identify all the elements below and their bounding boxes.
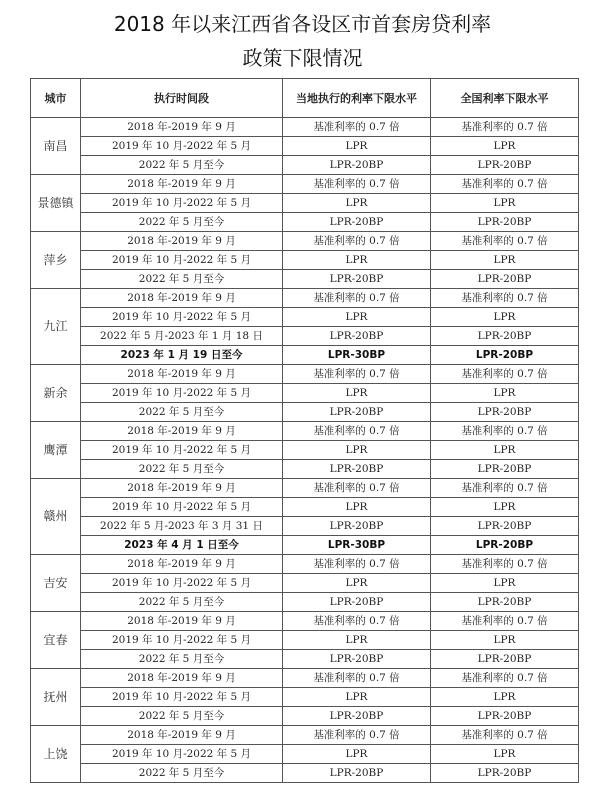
- national-rate-cell: 基准利率的 0.7 倍: [431, 422, 579, 441]
- national-rate-cell: LPR: [431, 384, 579, 403]
- city-cell: 吉安: [31, 555, 81, 612]
- table-row: [31, 308, 579, 327]
- period-cell: 2018 年-2019 年 9 月: [81, 555, 283, 574]
- local-rate-cell: 基准利率的 0.7 倍: [283, 669, 431, 688]
- period-cell: 2019 年 10 月-2022 年 5 月: [81, 631, 283, 650]
- period-cell: 2022 年 5 月至今: [81, 213, 283, 232]
- national-rate-cell: LPR-20BP: [431, 650, 579, 669]
- local-rate-cell: 基准利率的 0.7 倍: [283, 365, 431, 384]
- national-rate-cell: LPR-20BP: [431, 156, 579, 175]
- table-row: [31, 707, 579, 726]
- national-rate-cell: LPR: [431, 441, 579, 460]
- table-body: [31, 118, 579, 783]
- table-row: [31, 631, 579, 650]
- period-cell: 2018 年-2019 年 9 月: [81, 175, 283, 194]
- period-cell: 2018 年-2019 年 9 月: [81, 232, 283, 251]
- local-rate-cell: LPR: [283, 631, 431, 650]
- local-rate-cell: 基准利率的 0.7 倍: [283, 118, 431, 137]
- table-row: [31, 498, 579, 517]
- national-rate-cell: LPR-20BP: [431, 460, 579, 479]
- period-cell: 2018 年-2019 年 9 月: [81, 479, 283, 498]
- period-cell: 2018 年-2019 年 9 月: [81, 118, 283, 137]
- national-rate-cell: 基准利率的 0.7 倍: [431, 612, 579, 631]
- table-row: [31, 764, 579, 783]
- table-row: [31, 479, 579, 498]
- national-rate-cell: LPR-20BP: [431, 327, 579, 346]
- national-rate-cell: LPR: [431, 137, 579, 156]
- period-cell: 2019 年 10 月-2022 年 5 月: [81, 384, 283, 403]
- local-rate-cell: LPR: [283, 137, 431, 156]
- table-row: [31, 688, 579, 707]
- national-rate-cell: LPR: [431, 745, 579, 764]
- city-cell: 上饶: [31, 726, 81, 783]
- city-cell: 景德镇: [31, 175, 81, 232]
- period-cell: 2022 年 5 月至今: [81, 270, 283, 289]
- period-cell: 2019 年 10 月-2022 年 5 月: [81, 251, 283, 270]
- city-cell: 宜春: [31, 612, 81, 669]
- table-row: [31, 118, 579, 137]
- table-row: [31, 327, 579, 346]
- period-cell: 2019 年 10 月-2022 年 5 月: [81, 574, 283, 593]
- national-rate-cell: LPR: [431, 688, 579, 707]
- table-row: [31, 251, 579, 270]
- national-rate-cell: LPR-20BP: [431, 517, 579, 536]
- header-city: 城市: [31, 79, 81, 118]
- local-rate-cell: LPR: [283, 251, 431, 270]
- local-rate-cell: LPR: [283, 384, 431, 403]
- header-national-rate: 全国利率下限水平: [431, 79, 579, 118]
- national-rate-cell: 基准利率的 0.7 倍: [431, 232, 579, 251]
- table-row: [31, 270, 579, 289]
- local-rate-cell: 基准利率的 0.7 倍: [283, 289, 431, 308]
- local-rate-cell: LPR-20BP: [283, 707, 431, 726]
- header-row: [31, 79, 579, 118]
- national-rate-cell: 基准利率的 0.7 倍: [431, 669, 579, 688]
- local-rate-cell: 基准利率的 0.7 倍: [283, 612, 431, 631]
- period-cell: 2022 年 5 月-2023 年 1 月 18 日: [81, 327, 283, 346]
- table-row: [31, 156, 579, 175]
- header-period: 执行时间段: [81, 79, 283, 118]
- national-rate-cell: 基准利率的 0.7 倍: [431, 175, 579, 194]
- table-row: [31, 137, 579, 156]
- period-cell: 2019 年 10 月-2022 年 5 月: [81, 441, 283, 460]
- table-row: [31, 536, 579, 555]
- local-rate-cell: 基准利率的 0.7 倍: [283, 175, 431, 194]
- period-cell: 2023 年 1 月 19 日至今: [81, 346, 283, 365]
- national-rate-cell: LPR: [431, 631, 579, 650]
- national-rate-cell: LPR-20BP: [431, 593, 579, 612]
- city-cell: 南昌: [31, 118, 81, 175]
- city-cell: 赣州: [31, 479, 81, 555]
- table-row: [31, 669, 579, 688]
- table-row: [31, 745, 579, 764]
- table-row: [31, 175, 579, 194]
- table-row: [31, 593, 579, 612]
- page-title: 2018 年以来江西省各设区市首套房贷利率: [113, 12, 492, 36]
- national-rate-cell: 基准利率的 0.7 倍: [431, 365, 579, 384]
- table-row: [31, 384, 579, 403]
- city-cell: 抚州: [31, 669, 81, 726]
- local-rate-cell: LPR: [283, 498, 431, 517]
- table-row: [31, 441, 579, 460]
- table-row: [31, 612, 579, 631]
- local-rate-cell: LPR: [283, 194, 431, 213]
- table-row: [31, 460, 579, 479]
- national-rate-cell: 基准利率的 0.7 倍: [431, 289, 579, 308]
- local-rate-cell: LPR-20BP: [283, 327, 431, 346]
- local-rate-cell: LPR-20BP: [283, 764, 431, 783]
- period-cell: 2018 年-2019 年 9 月: [81, 365, 283, 384]
- national-rate-cell: 基准利率的 0.7 倍: [431, 479, 579, 498]
- period-cell: 2019 年 10 月-2022 年 5 月: [81, 745, 283, 764]
- page-subtitle: 政策下限情况: [242, 46, 363, 70]
- table-row: [31, 194, 579, 213]
- period-cell: 2022 年 5 月至今: [81, 650, 283, 669]
- local-rate-cell: 基准利率的 0.7 倍: [283, 479, 431, 498]
- period-cell: 2022 年 5 月至今: [81, 593, 283, 612]
- local-rate-cell: LPR: [283, 688, 431, 707]
- local-rate-cell: 基准利率的 0.7 倍: [283, 555, 431, 574]
- table-row: [31, 403, 579, 422]
- city-cell: 新余: [31, 365, 81, 422]
- period-cell: 2019 年 10 月-2022 年 5 月: [81, 688, 283, 707]
- national-rate-cell: LPR: [431, 498, 579, 517]
- period-cell: 2022 年 5 月至今: [81, 156, 283, 175]
- local-rate-cell: LPR: [283, 574, 431, 593]
- period-cell: 2018 年-2019 年 9 月: [81, 422, 283, 441]
- period-cell: 2019 年 10 月-2022 年 5 月: [81, 498, 283, 517]
- national-rate-cell: 基准利率的 0.7 倍: [431, 726, 579, 745]
- table-row: [31, 232, 579, 251]
- table-row: [31, 726, 579, 745]
- table-row: [31, 650, 579, 669]
- period-cell: 2018 年-2019 年 9 月: [81, 726, 283, 745]
- city-cell: 萍乡: [31, 232, 81, 289]
- period-cell: 2018 年-2019 年 9 月: [81, 289, 283, 308]
- period-cell: 2018 年-2019 年 9 月: [81, 612, 283, 631]
- national-rate-cell: LPR-20BP: [431, 346, 579, 365]
- period-cell: 2022 年 5 月-2023 年 3 月 31 日: [81, 517, 283, 536]
- table-row: [31, 365, 579, 384]
- national-rate-cell: LPR-20BP: [431, 213, 579, 232]
- period-cell: 2019 年 10 月-2022 年 5 月: [81, 137, 283, 156]
- national-rate-cell: LPR-20BP: [431, 536, 579, 555]
- table-row: [31, 346, 579, 365]
- city-cell: 鹰潭: [31, 422, 81, 479]
- local-rate-cell: LPR: [283, 441, 431, 460]
- table-row: [31, 213, 579, 232]
- local-rate-cell: LPR-20BP: [283, 650, 431, 669]
- local-rate-cell: 基准利率的 0.7 倍: [283, 422, 431, 441]
- national-rate-cell: 基准利率的 0.7 倍: [431, 118, 579, 137]
- local-rate-cell: 基准利率的 0.7 倍: [283, 232, 431, 251]
- national-rate-cell: LPR: [431, 251, 579, 270]
- local-rate-cell: LPR-20BP: [283, 460, 431, 479]
- period-cell: 2018 年-2019 年 9 月: [81, 669, 283, 688]
- national-rate-cell: LPR: [431, 308, 579, 327]
- table-row: [31, 517, 579, 536]
- local-rate-cell: 基准利率的 0.7 倍: [283, 726, 431, 745]
- national-rate-cell: LPR-20BP: [431, 403, 579, 422]
- local-rate-cell: LPR-20BP: [283, 593, 431, 612]
- local-rate-cell: LPR-30BP: [283, 346, 431, 365]
- local-rate-cell: LPR-20BP: [283, 403, 431, 422]
- national-rate-cell: LPR-20BP: [431, 707, 579, 726]
- period-cell: 2023 年 4 月 1 日至今: [81, 536, 283, 555]
- national-rate-cell: LPR-20BP: [431, 270, 579, 289]
- table-row: [31, 555, 579, 574]
- period-cell: 2019 年 10 月-2022 年 5 月: [81, 308, 283, 327]
- local-rate-cell: LPR-20BP: [283, 213, 431, 232]
- period-cell: 2022 年 5 月至今: [81, 764, 283, 783]
- local-rate-cell: LPR-30BP: [283, 536, 431, 555]
- period-cell: 2022 年 5 月至今: [81, 460, 283, 479]
- city-cell: 九江: [31, 289, 81, 365]
- national-rate-cell: 基准利率的 0.7 倍: [431, 555, 579, 574]
- national-rate-cell: LPR-20BP: [431, 764, 579, 783]
- header-local-rate: 当地执行的利率下限水平: [283, 79, 431, 118]
- local-rate-cell: LPR-20BP: [283, 517, 431, 536]
- table-row: [31, 422, 579, 441]
- local-rate-cell: LPR: [283, 308, 431, 327]
- period-cell: 2022 年 5 月至今: [81, 403, 283, 422]
- rate-table: [30, 78, 579, 783]
- period-cell: 2019 年 10 月-2022 年 5 月: [81, 194, 283, 213]
- local-rate-cell: LPR: [283, 745, 431, 764]
- national-rate-cell: LPR: [431, 574, 579, 593]
- table-row: [31, 574, 579, 593]
- period-cell: 2022 年 5 月至今: [81, 707, 283, 726]
- local-rate-cell: LPR-20BP: [283, 156, 431, 175]
- local-rate-cell: LPR-20BP: [283, 270, 431, 289]
- table-row: [31, 289, 579, 308]
- national-rate-cell: LPR: [431, 194, 579, 213]
